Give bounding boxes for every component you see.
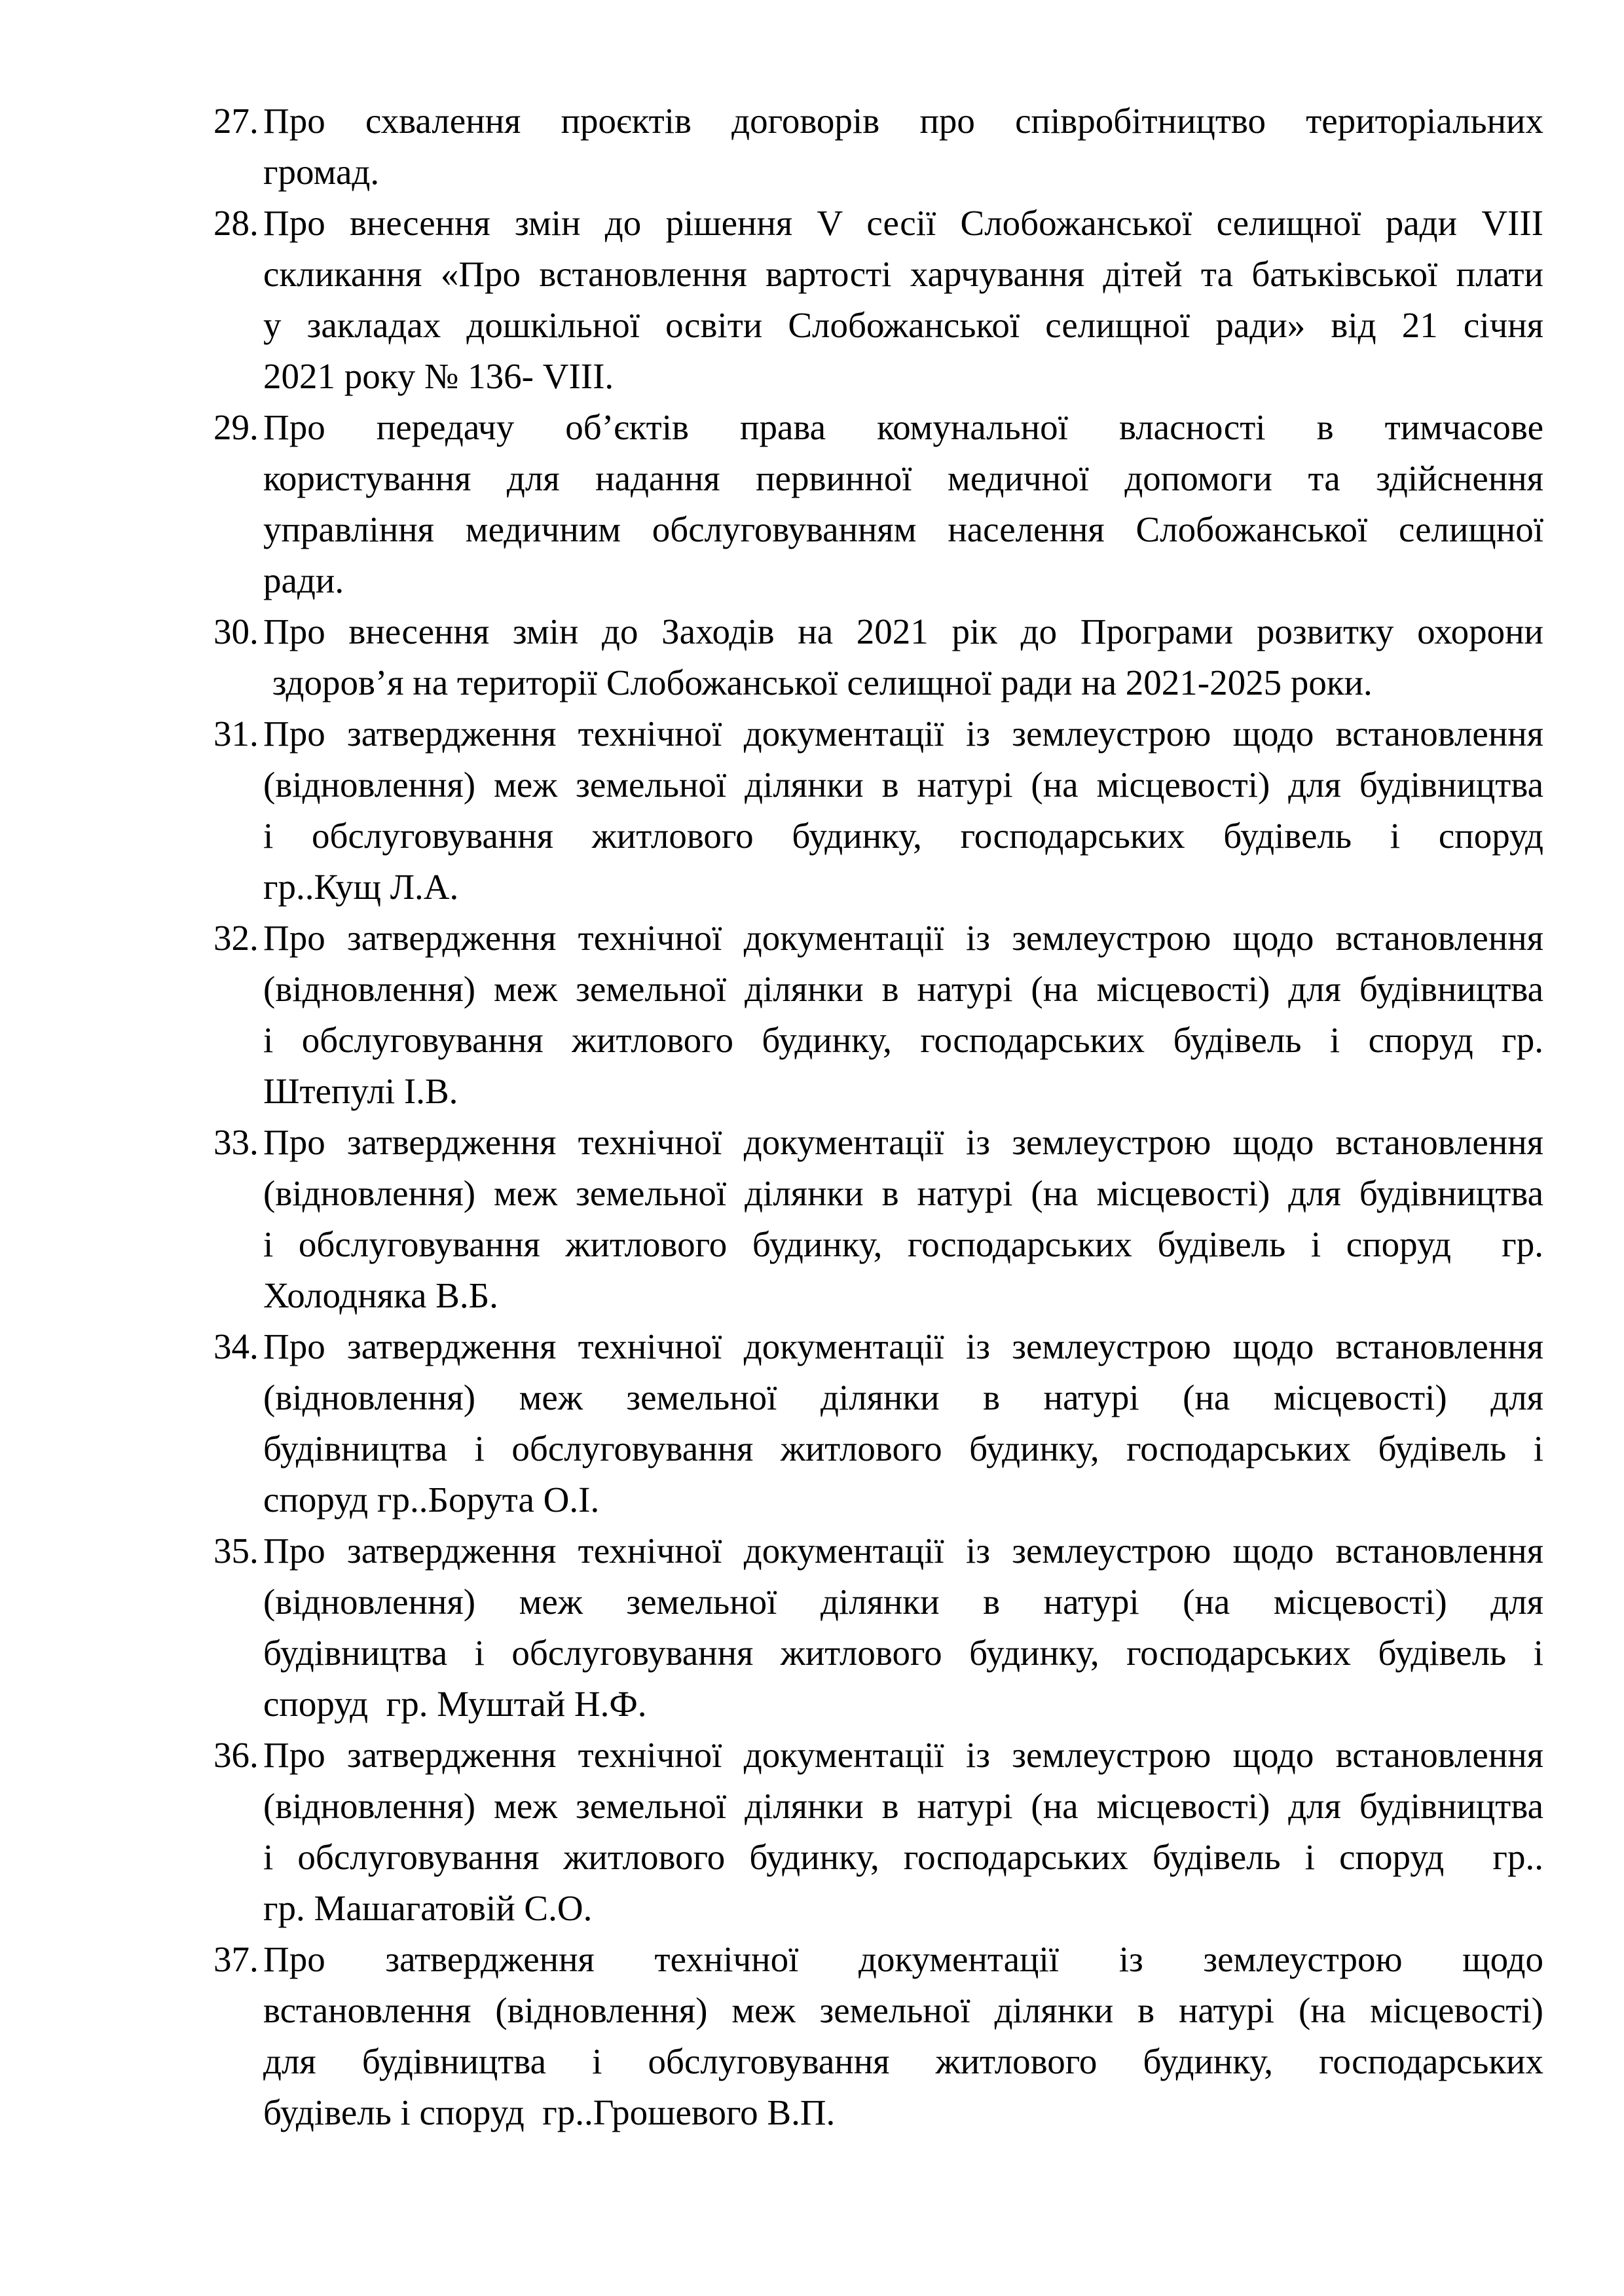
item-number: 37. (213, 1939, 259, 1979)
item-line: (відновлення) меж земельної ділянки в натурі (на місцевості) для (263, 1377, 1543, 1417)
item-line: користування для надання первинної медичної допомоги та здійснення (263, 458, 1543, 498)
item-line: споруд гр. Муштай Н.Ф. (263, 1684, 647, 1724)
item-text: Про затвердження технічної документації із землеустрою щодо (263, 1939, 1543, 1979)
item-line: і обслуговування житлового будинку, господарських будівель і споруд гр. (263, 1224, 1543, 1264)
list-item-35 (213, 1525, 1543, 1730)
item-line: споруд гр..Борута О.І. (263, 1480, 600, 1520)
item-number: 30. (213, 611, 259, 651)
list-item-29 (213, 402, 1543, 606)
item-number: 31. (213, 714, 259, 754)
item-text: Про передачу об’єктів права комунальної власності в тимчасове (263, 407, 1543, 447)
item-text: Про затвердження технічної документації із землеустрою щодо встановлення (263, 1531, 1543, 1571)
item-line (213, 402, 1543, 453)
item-text: Про схвалення проєктів договорів про співробітництво територіальних (263, 101, 1543, 141)
item-number: 29. (213, 407, 259, 447)
item-text: Про внесення змін до Заходів на 2021 рік до Програми розвитку охорони (263, 611, 1543, 651)
item-line: (відновлення) меж земельної ділянки в натурі (на місцевості) для будівництва (263, 969, 1543, 1009)
item-number: 35. (213, 1531, 259, 1571)
item-line: управління медичним обслуговуванням населення Слобожанської селищної (263, 509, 1543, 549)
item-line: і обслуговування житлового будинку, господарських будівель і споруд (263, 816, 1543, 856)
item-line (213, 1934, 1543, 1985)
list-item-28 (213, 198, 1543, 402)
item-text: Про внесення змін до рішення V сесії Слобожанської селищної ради VIII (263, 203, 1543, 243)
item-line: Штепулі І.В. (263, 1071, 458, 1111)
item-line (213, 1321, 1543, 1372)
item-line (213, 1730, 1543, 1781)
item-line (213, 1117, 1543, 1168)
item-number: 36. (213, 1735, 259, 1775)
item-line (213, 1525, 1543, 1576)
agenda-list (213, 96, 1543, 2138)
item-line: і обслуговування житлового будинку, господарських будівель і споруд гр. (263, 1020, 1543, 1060)
list-item-36 (213, 1730, 1543, 1934)
item-number: 32. (213, 918, 259, 958)
item-line: 2021 року № 136- VIII. (263, 356, 614, 396)
item-text: Про затвердження технічної документації із землеустрою щодо встановлення (263, 1735, 1543, 1775)
item-line: будівель і споруд гр..Грошевого В.П. (263, 2092, 836, 2132)
item-text: Про затвердження технічної документації із землеустрою щодо встановлення (263, 1326, 1543, 1366)
item-number: 33. (213, 1122, 259, 1162)
list-item-27 (213, 96, 1543, 198)
list-item-34 (213, 1321, 1543, 1525)
item-line (213, 96, 1543, 147)
list-item-30 (213, 606, 1543, 708)
item-line: скликання «Про встановлення вартості харчування дітей та батьківської плати (263, 254, 1543, 294)
item-line: будівництва і обслуговування житлового будинку, господарських будівель і (263, 1429, 1543, 1468)
item-line: для будівництва і обслуговування житлового будинку, господарських (263, 2041, 1543, 2081)
item-line: (відновлення) меж земельної ділянки в натурі (на місцевості) для будівництва (263, 1173, 1543, 1213)
item-text: Про затвердження технічної документації із землеустрою щодо встановлення (263, 714, 1543, 754)
item-line: гр..Кущ Л.А. (263, 867, 459, 907)
list-item-37 (213, 1934, 1543, 2138)
item-number: 28. (213, 203, 259, 243)
item-line: і обслуговування житлового будинку, господарських будівель і споруд гр.. (263, 1837, 1543, 1877)
item-line: встановлення (відновлення) меж земельної ділянки в натурі (на місцевості) (263, 1990, 1543, 2030)
item-line (213, 708, 1543, 759)
list-item-32 (213, 913, 1543, 1117)
item-line: громад. (263, 152, 380, 192)
item-line: Холодняка В.Б. (263, 1275, 498, 1315)
list-item-31 (213, 708, 1543, 913)
item-line (213, 198, 1543, 249)
item-line (213, 606, 1543, 657)
item-line: ради. (263, 560, 344, 600)
item-text: Про затвердження технічної документації із землеустрою щодо встановлення (263, 918, 1543, 958)
item-number: 27. (213, 101, 259, 141)
item-text: Про затвердження технічної документації із землеустрою щодо встановлення (263, 1122, 1543, 1162)
item-line: здоров’я на території Слобожанської селищної ради на 2021-2025 роки. (263, 663, 1373, 702)
item-line: (відновлення) меж земельної ділянки в натурі (на місцевості) для будівництва (263, 1786, 1543, 1826)
item-line: (відновлення) меж земельної ділянки в натурі (на місцевості) для (263, 1582, 1543, 1622)
item-line: гр. Машагатовій С.О. (263, 1888, 593, 1928)
item-number: 34. (213, 1326, 259, 1366)
list-item-33 (213, 1117, 1543, 1321)
item-line: (відновлення) меж земельної ділянки в натурі (на місцевості) для будівництва (263, 765, 1543, 805)
item-line: будівництва і обслуговування житлового будинку, господарських будівель і (263, 1633, 1543, 1673)
item-line: у закладах дошкільної освіти Слобожанської селищної ради» від 21 січня (263, 305, 1543, 345)
item-line (213, 913, 1543, 964)
